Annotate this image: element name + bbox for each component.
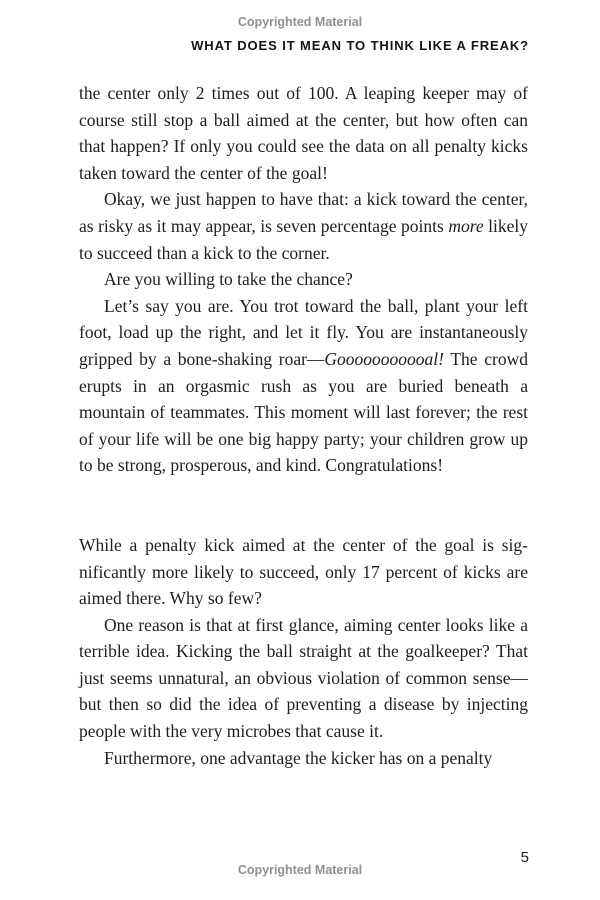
copyright-notice-bottom: Copyrighted Material — [237, 863, 363, 877]
text-run-italic: more — [448, 215, 484, 236]
text-run: likely to succeed than a kick to the corner. — [79, 215, 528, 263]
text-run: One reason is that at first glance, aiming center looks like a terrible idea. Kicking the ball straight at the goalkeeper? That just seems unnatural, an obvious violation of common sense—but then so did the idea of preventing a disease by injecting people with the very microbes that cause it. — [79, 614, 528, 742]
paragraph-5 — [79, 532, 528, 612]
body-text — [79, 80, 528, 771]
text-run: Are you willing to take the chance? — [104, 269, 353, 290]
text-run: the center only 2 times out of 100. A leaping keeper may of course still stop a ball aimed at the center, but how often can that happen? If only you could see the data on all penalty kicks taken toward the center of the goal! — [79, 83, 528, 183]
paragraph-2 — [79, 186, 528, 266]
text-run-italic: Gooooooooooal! — [324, 348, 444, 369]
text-run: The crowd erupts in an orgasmic rush as you are buried beneath a mountain of teammates. This moment will last forever; the rest of your life will be one big happy party; your children grow up to be strong, prosperous, and kind. Congratulations! — [79, 348, 528, 476]
paragraph-4 — [79, 293, 528, 479]
text-run: Furthermore, one advantage the kicker has on a penalty — [104, 747, 493, 768]
page-number: 5 — [520, 849, 529, 866]
paragraph-1 — [79, 80, 528, 186]
text-run: Let’s say you are. You trot toward the ball, plant your left foot, load up the right, and let it fly. You are instantaneously gripped by a bone-shaking roar— — [79, 295, 528, 369]
text-run: While a penalty kick aimed at the center of the goal is significantly more likely to succeed, only 17 percent of kicks are aimed there. Why so few? — [79, 534, 528, 609]
paragraph-3 — [79, 266, 528, 293]
text-run: Okay, we just happen to have that: a kick toward the center, as risky as it may appear, is seven percentage points — [79, 189, 528, 236]
running-header: WHAT DOES IT MEAN TO THINK LIKE A FREAK? — [191, 38, 529, 53]
copyright-notice-top: Copyrighted Material — [237, 15, 363, 29]
paragraph-6 — [79, 612, 528, 745]
paragraph-7 — [79, 745, 528, 772]
